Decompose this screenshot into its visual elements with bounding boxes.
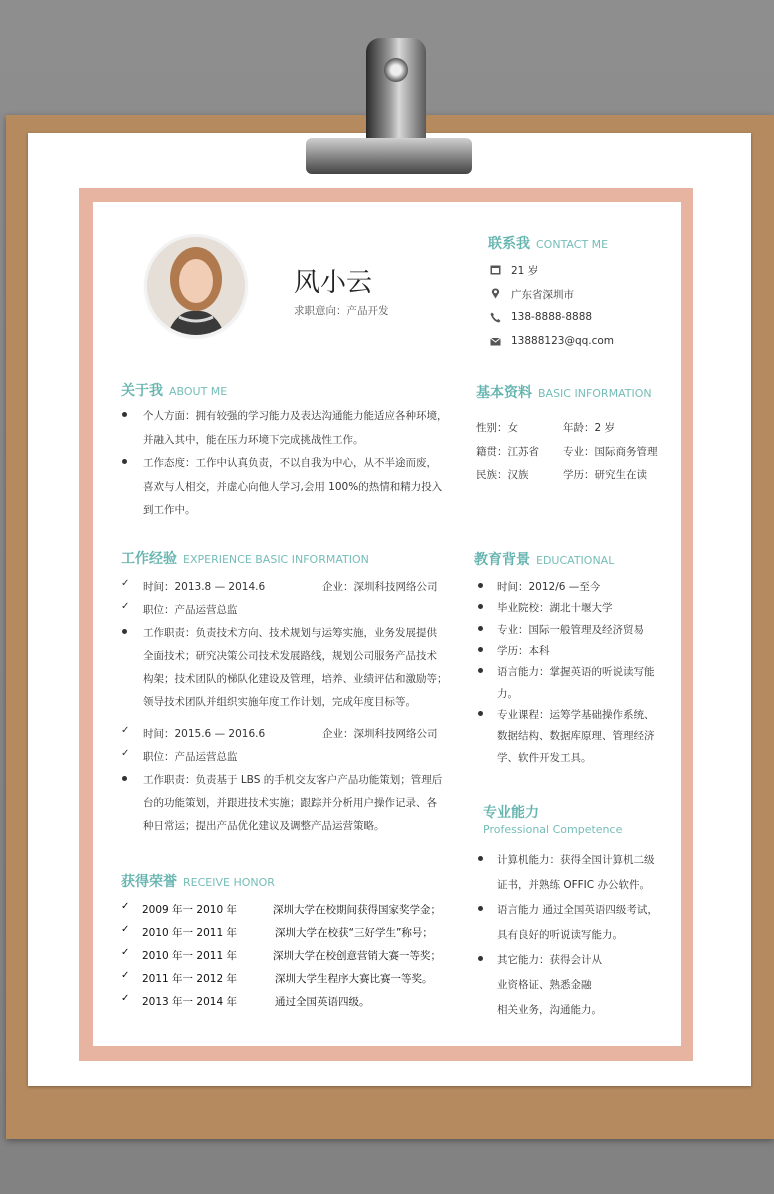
education-line: 数据结构、数据库原理、管理经济 xyxy=(497,730,655,742)
job-intent: 求职意向：产品开发 xyxy=(294,305,389,317)
job-duty-line: 构架；技术团队的梯队化建设及管理，培养、业绩评估和激励等； xyxy=(143,673,448,685)
basic-title-en: BASIC INFORMATION xyxy=(538,387,652,400)
experience-title xyxy=(121,548,369,568)
job-position: 职位：产品运营总监 xyxy=(143,751,238,763)
education-line: 语言能力：掌握英语的听说读写能 xyxy=(497,666,655,678)
candidate-name: 风小云 xyxy=(294,268,373,298)
bullet xyxy=(478,711,483,716)
honor-year: 2010 年一 2011 年 xyxy=(142,950,237,962)
about-line: 喜欢与人相交，并虚心向他人学习,会用 100%的热情和精力投入 xyxy=(143,481,443,493)
job-time: 时间：2015.6 — 2016.6 xyxy=(143,728,266,740)
skill-line: 相关业务，沟通能力。 xyxy=(497,1004,602,1016)
job-duty-line: 工作职责：负责基于 LBS 的手机交友客户产品功能策划；管理后 xyxy=(143,774,443,786)
bullet xyxy=(122,776,127,781)
honor-desc: 深圳大学在校获“三好学生”称号； xyxy=(275,927,433,939)
basic-degree: 学历：研究生在读 xyxy=(563,469,647,481)
contact-title-cn: 联系我 xyxy=(488,236,530,252)
check-icon: ✓ xyxy=(121,947,130,958)
bullet xyxy=(478,856,483,861)
education-line: 专业：国际一般管理及经济贸易 xyxy=(497,624,644,636)
honor-desc: 深圳大学生程序大赛比赛一等奖。 xyxy=(275,973,433,985)
honor-desc: 深圳大学在校期间获得国家奖学金； xyxy=(273,904,441,916)
check-icon: ✓ xyxy=(121,748,130,759)
contact-location: 广东省深圳市 xyxy=(511,289,574,301)
check-icon: ✓ xyxy=(121,578,130,589)
skill-line: 业资格证、熟悉金融 xyxy=(497,979,592,991)
education-line: 毕业院校：湖北十堰大学 xyxy=(497,602,613,614)
skills-title-en: Professional Competence xyxy=(483,823,623,836)
education-line: 学历：本科 xyxy=(497,645,550,657)
job-duty-line: 领导技术团队并组织实施年度工作计划，完成年度目标等。 xyxy=(143,696,416,708)
basic-title xyxy=(476,382,652,402)
education-title-cn: 教育背景 xyxy=(474,552,530,568)
skill-line: 其它能力：获得会计从 xyxy=(497,954,602,966)
about-line: 到工作中。 xyxy=(143,504,196,516)
job-company: 企业：深圳科技网络公司 xyxy=(322,728,438,740)
contact-title-en: CONTACT ME xyxy=(536,238,609,251)
skills-title: 专业能力 xyxy=(483,805,539,821)
bullet xyxy=(478,583,483,588)
job-time: 时间：2013.8 — 2014.6 xyxy=(143,581,266,593)
education-line: 学、软件开发工具。 xyxy=(497,752,592,764)
education-line: 时间：2012/6 —至今 xyxy=(497,581,601,593)
skill-line: 计算机能力：获得全国计算机二级 xyxy=(497,854,655,866)
about-title xyxy=(121,380,227,400)
honors-title-cn: 获得荣誉 xyxy=(121,874,177,890)
honor-year: 2009 年一 2010 年 xyxy=(142,904,237,916)
education-title-en: EDUCATIONAL xyxy=(536,554,615,567)
mail-icon xyxy=(490,336,501,347)
about-line: 工作态度：工作中认真负责，不以自我为中心，从不半途而废， xyxy=(143,457,437,469)
honor-year: 2011 年一 2012 年 xyxy=(142,973,237,985)
basic-gender: 性别：女 xyxy=(476,422,518,434)
job-company: 企业：深圳科技网络公司 xyxy=(322,581,438,593)
check-icon: ✓ xyxy=(121,901,130,912)
avatar xyxy=(147,237,245,335)
binder-clip-icon xyxy=(296,28,478,178)
basic-age: 年龄：2 岁 xyxy=(563,422,616,434)
check-icon: ✓ xyxy=(121,993,130,1004)
contact-title xyxy=(488,233,608,253)
basic-ethnicity: 民族：汉族 xyxy=(476,469,529,481)
education-line: 力。 xyxy=(497,688,518,700)
job-duty-line: 台的功能策划，并跟进技术实施；跟踪并分析用户操作记录、各 xyxy=(143,797,437,809)
basic-hometown: 籍贯：江苏省 xyxy=(476,446,539,458)
job-position: 职位：产品运营总监 xyxy=(143,604,238,616)
honor-desc: 深圳大学在校创意营销大赛一等奖； xyxy=(273,950,441,962)
check-icon: ✓ xyxy=(121,601,130,612)
education-title xyxy=(474,549,614,569)
bullet xyxy=(478,647,483,652)
job-duty-line: 全面技术；研究决策公司技术发展路线，规划公司服务产品技术 xyxy=(143,650,437,662)
basic-major: 专业：国际商务管理 xyxy=(563,446,658,458)
bullet xyxy=(122,459,127,464)
skill-line: 证书，并熟练 OFFIC 办公软件。 xyxy=(497,879,650,891)
bullet xyxy=(122,412,127,417)
experience-title-en: EXPERIENCE BASIC INFORMATION xyxy=(183,553,369,566)
check-icon: ✓ xyxy=(121,970,130,981)
phone-icon xyxy=(490,312,501,323)
experience-title-cn: 工作经验 xyxy=(121,551,177,567)
skill-line: 语言能力 通过全国英语四级考试， xyxy=(497,904,658,916)
about-title-en: ABOUT ME xyxy=(169,385,228,398)
contact-phone: 138-8888-8888 xyxy=(511,311,593,323)
contact-age: 21 岁 xyxy=(511,265,539,277)
honor-year: 2013 年一 2014 年 xyxy=(142,996,237,1008)
calendar-icon xyxy=(490,264,501,275)
job-duty-line: 种日常运；提出产品优化建议及调整产品运营策略。 xyxy=(143,820,385,832)
bullet xyxy=(478,668,483,673)
about-line: 个人方面：拥有较强的学习能力及表达沟通能力能适应各种环境， xyxy=(143,410,448,422)
bullet xyxy=(478,626,483,631)
check-icon: ✓ xyxy=(121,725,130,736)
education-line: 专业课程：运筹学基础操作系统、 xyxy=(497,709,655,721)
bullet xyxy=(478,604,483,609)
honors-title-en: RECEIVE HONOR xyxy=(183,876,275,889)
check-icon: ✓ xyxy=(121,924,130,935)
honor-desc: 通过全国英语四级。 xyxy=(275,996,370,1008)
honors-title xyxy=(121,871,275,891)
location-pin-icon xyxy=(490,288,501,299)
bullet xyxy=(122,629,127,634)
basic-title-cn: 基本资料 xyxy=(476,385,532,401)
skill-line: 具有良好的听说读写能力。 xyxy=(497,929,623,941)
contact-email: 13888123@qq.com xyxy=(511,335,615,347)
about-title-cn: 关于我 xyxy=(121,383,163,399)
honor-year: 2010 年一 2011 年 xyxy=(142,927,237,939)
about-line: 并融入其中，能在压力环境下完成挑战性工作。 xyxy=(143,434,364,446)
job-duty-line: 工作职责：负责技术方向、技术规划与运筹实施，业务发展提供 xyxy=(143,627,437,639)
bullet xyxy=(478,956,483,961)
bullet xyxy=(478,906,483,911)
